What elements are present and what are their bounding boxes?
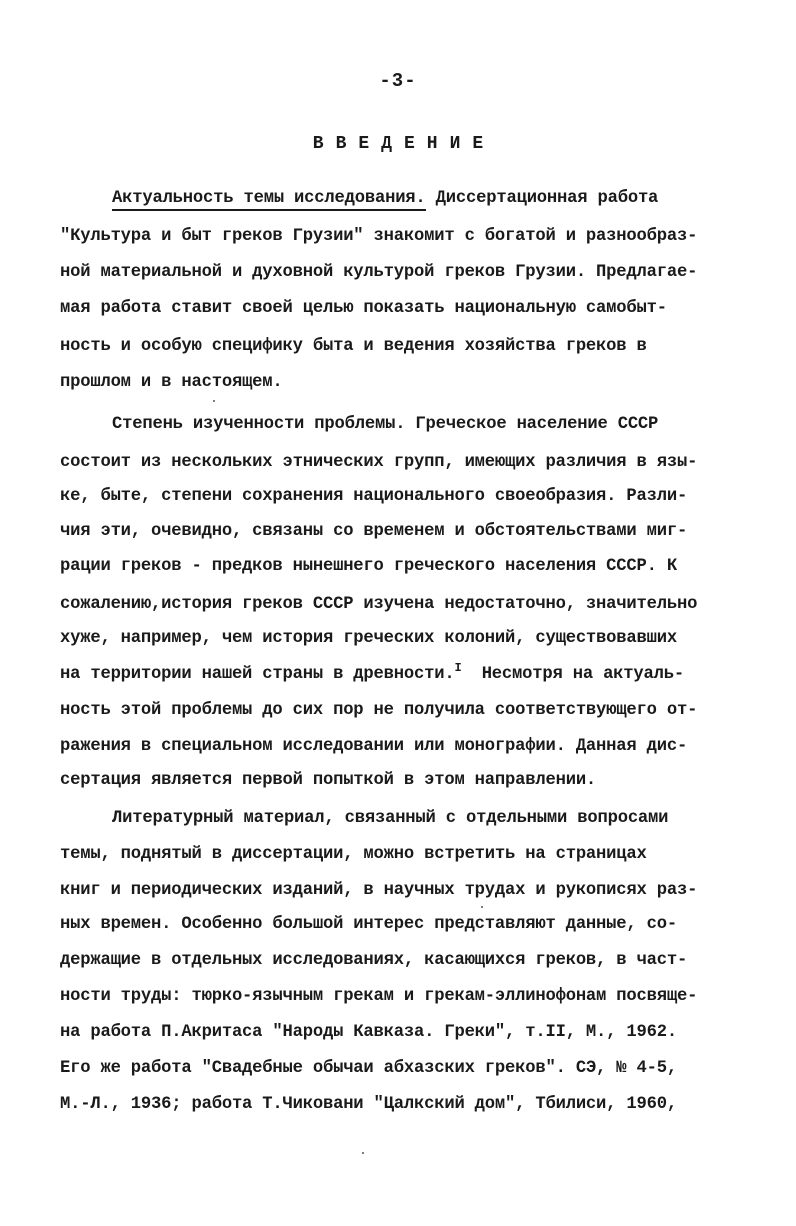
paragraph-2-line: чия эти, очевидно, связаны со временем и обстоятельствами миг- — [60, 522, 688, 541]
paragraph-3-line: М.-Л., 1936; работа Т.Чиковани "Цалкский дом", Тбилиси, 1960, — [60, 1095, 677, 1114]
paragraph-3-line: на работа П.Акритаса "Народы Кавказа. Греки", т.II, М., 1962. — [60, 1023, 677, 1042]
paragraph-1-line: ность и особую специфику быта и ведения хозяйства греков в — [60, 337, 647, 356]
paragraph-1-line-1 — [112, 188, 658, 210]
paragraph-2-line-with-footnote — [60, 661, 684, 686]
paragraph-2-line: ке, быте, степени сохранения национального своеобразия. Разли- — [60, 487, 688, 506]
paragraph-1-line: мая работа ставит своей целью показать национальную самобыт- — [60, 299, 667, 318]
paragraph-3-line: темы, поднятый в диссертации, можно встретить на страницах — [60, 845, 647, 864]
paragraph-2-line: хуже, например, чем история греческих колоний, существовавших — [60, 629, 677, 648]
paragraph-3-line: Литературный материал, связанный с отдельными вопросами — [112, 809, 669, 828]
scan-speck — [213, 400, 215, 402]
paragraph-2-line: Степень изученности проблемы. Греческое население СССР — [112, 415, 659, 434]
paragraph-2-line: сожалению,история греков СССР изучена недостаточно, значительно — [60, 595, 698, 614]
paragraph-2-line-8-end: Несмотря на актуаль- — [461, 665, 684, 684]
paragraph-1-line: ной материальной и духовной культурой греков Грузии. Предлагае- — [60, 263, 698, 282]
scan-speck — [481, 906, 483, 908]
paragraph-1-line: "Культура и быт греков Грузии" знакомит с богатой и разнообраз- — [60, 227, 698, 246]
paragraph-2-line: сертация является первой попыткой в этом направлении. — [60, 771, 597, 790]
paragraph-3-line: Его же работа "Свадебные обычаи абхазских греков". СЭ, № 4-5, — [60, 1059, 677, 1078]
paragraph-3-line: держащие в отдельных исследованиях, касающихся греков, в част- — [60, 951, 688, 970]
paragraph-3-line: книг и периодических изданий, в научных трудах и рукописях раз- — [60, 881, 698, 900]
paragraph-2-line: состоит из нескольких этнических групп, имеющих различия в язы- — [60, 453, 698, 472]
paragraph-3-line: ных времен. Особенно большой интерес представляют данные, со- — [60, 915, 677, 934]
scan-speck — [362, 1152, 364, 1154]
section-heading: ВВЕДЕНИЕ — [312, 134, 496, 154]
paragraph-2-line-8-start: на территории нашей страны в древности. — [60, 665, 455, 684]
paragraph-2-line: ражения в специальном исследовании или монографии. Данная дис- — [60, 737, 688, 756]
page-number: -3- — [379, 70, 417, 92]
footnote-mark: I — [454, 661, 462, 675]
relevance-label: Актуальность темы исследования. — [112, 189, 426, 211]
paragraph-2-line: рации греков - предков нынешнего греческого населения СССР. К — [60, 557, 677, 576]
paragraph-3-line: ности труды: тюрко-язычным грекам и грекам-эллинофонам посвяще- — [60, 987, 698, 1006]
paragraph-1-line-1-rest: Диссертационная работа — [425, 189, 659, 208]
paragraph-2-line: ность этой проблемы до сих пор не получила соответствующего от- — [60, 701, 698, 720]
paragraph-1-line: прошлом и в настоящем. — [60, 373, 283, 392]
